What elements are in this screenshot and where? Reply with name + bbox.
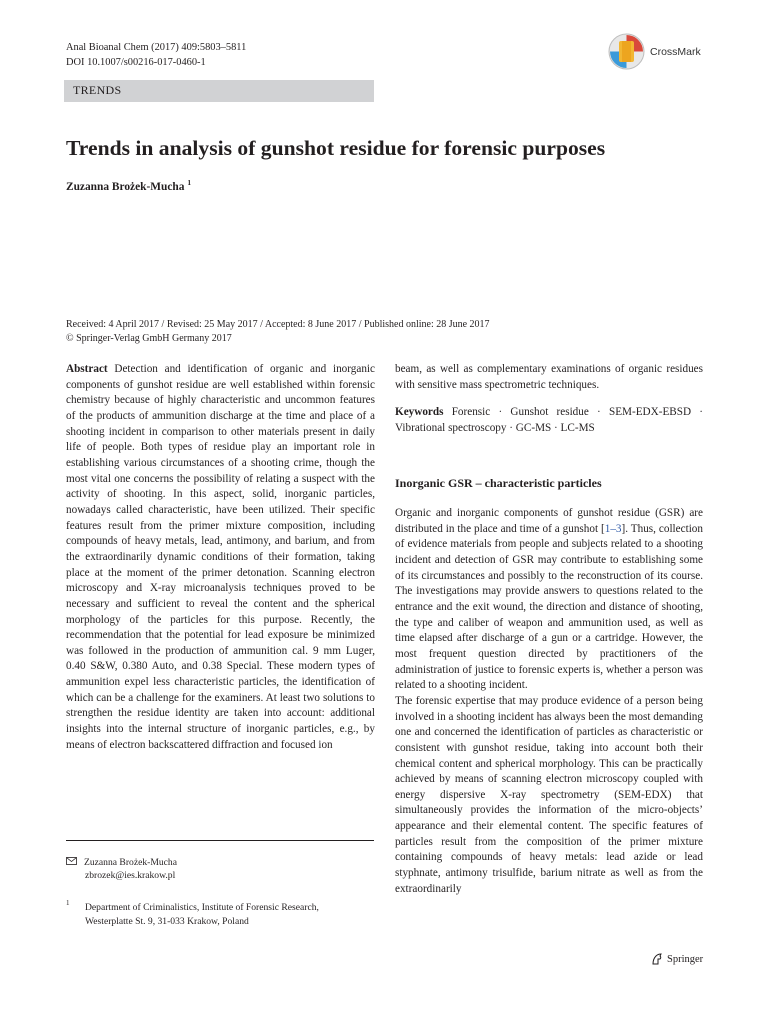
author-affiliation-mark: 1	[187, 178, 192, 187]
journal-info	[66, 40, 246, 70]
article-dates: Received: 4 April 2017 / Revised: 25 May 2017 / Accepted: 8 June 2017 / Published online: 28 June 2017	[66, 319, 490, 330]
body-paragraph-2: The forensic expertise that may produce evidence of a person being involved in a shooting incident has always been the most demanding one and concerned the identification of particles as characteristic or consistent with gunshot residue, taking into account both their chemical content and spherical morphology. This can be practically achieved by means of scanning electron microscopy coupled with energy dispersive X-ray spectrometry (SEM-EDX) that simultaneously provides the information of the micro-objects’ appearance and their elemental content. The specific features of particles result from the composition of the primer mixture containing compounds of heavy metals: lead azide or lead styphnate, antimony trisulfide, barium nitrate as well as from the extraordinarily	[395, 694, 703, 895]
copyright-notice: © Springer-Verlag GmbH Germany 2017	[66, 333, 232, 344]
citation-link[interactable]: 1–3	[604, 522, 622, 535]
affiliation	[85, 901, 319, 928]
section-body	[395, 506, 703, 897]
author-name[interactable]: Zuzanna Brożek-Mucha	[66, 180, 185, 193]
abstract-text: Detection and identification of organic and inorganic components of gunshot residue are well established within forensic chemistry because of highly characteristic and uncommon features of the products of ammunition discharge at the time and place of a shooting incident in comparison to other materials present in daily life of people. Both types of residue play an important role in establishing various circumstances of a shooting crime, though the most vital one concerns the possibility of relating a suspect with the activity of shooting. In this aspect, solid, inorganic particles, nowadays called characteristic, have been utilized. Their specific features result from the primer mixture composition, including compounds of heavy metals, lead, antimony, and barium, and from the extraordinarily dynamic conditions of their formation, taking place at the moment of the primer detonation. Scanning electron microscopy and X-ray microanalysis techniques proved to be necessary and sufficient to reveal the content and the spherical morphology of the particles for this purpose. Recently, the recommendation that the potential for lead exposure be minimized was followed in the production of ammunition cal. 9 mm Luger, 0.40 S&W, 0.380 Auto, and 0.38 Special. These modern types of ammunition expel less characteristic particles, the identification of which can be a challenge for the examiners. At least two solutions to strengthen the residue identity are taken into account: additional insights into the internal structure of inorganic particles, e.g., by means of electron backscattered diffraction and focused ion	[66, 363, 376, 751]
author-line	[66, 178, 191, 193]
keywords	[395, 405, 703, 436]
abstract-label: Abstract	[66, 363, 108, 375]
affiliation-line-1: Department of Criminalistics, Institute of Forensic Research,	[85, 902, 319, 913]
affiliation-line-2: Westerplatte St. 9, 31-033 Krakow, Poland	[85, 915, 249, 927]
p1-text-start: Organic and inorganic components of gunshot residue (GSR) are distributed in the place and time of a gunshot [	[395, 507, 703, 535]
abstract-continuation: beam, as well as complementary examinations of organic residues with sensitive mass spectrometric techniques.	[395, 363, 703, 391]
footnote-divider	[66, 840, 374, 841]
abstract-block	[66, 362, 375, 753]
author-email[interactable]: zbrozek@ies.krakow.pl	[85, 870, 176, 881]
section-heading: Inorganic GSR – characteristic particles	[395, 476, 602, 490]
abstract-continuation-block	[395, 362, 703, 437]
keywords-text: Forensic · Gunshot residue · SEM-EDX-EBSD · Vibrational spectroscopy · GC-MS · LC-MS	[395, 406, 703, 434]
keywords-label: Keywords	[395, 406, 444, 419]
publisher-logo	[650, 952, 703, 966]
crossmark-badge[interactable]	[608, 33, 701, 70]
publication-history	[66, 318, 490, 346]
section-tag: TRENDS	[73, 83, 122, 97]
doi[interactable]: DOI 10.1007/s00216-017-0460-1	[66, 57, 206, 68]
article-title: Trends in analysis of gunshot residue for forensic purposes	[66, 136, 606, 160]
crossmark-label: CrossMark	[650, 45, 701, 58]
crossmark-icon	[608, 33, 645, 70]
springer-horse-icon	[650, 952, 664, 966]
section-tag-bar	[64, 80, 374, 102]
publisher-name: Springer	[667, 953, 704, 965]
corresponding-author	[66, 856, 177, 870]
affiliation-number: 1	[66, 899, 70, 907]
corresponding-author-name: Zuzanna Brożek-Mucha	[84, 857, 177, 868]
envelope-icon	[66, 857, 77, 865]
journal-citation: Anal Bioanal Chem (2017) 409:5803–5811	[66, 42, 247, 53]
body-paragraph-1	[395, 506, 703, 694]
p1-text-end: ]. Thus, collection of evidence materials from people and subjects related to a shooting incident and detection of GSR may contribute to establishing some of its circumstances and possibly to the reconstruction of its course. The investigations may provide answers to questions related to the entrance and the exit wound, the direction and distance of shooting, the type and caliber of weapon and ammunition used, as well as time elapsed after discharge of a gun or a cartridge. However, the most frequent question directed by practitioners of the administration of justice to forensic experts is, whether a person was related to a shooting incident.	[395, 522, 703, 692]
